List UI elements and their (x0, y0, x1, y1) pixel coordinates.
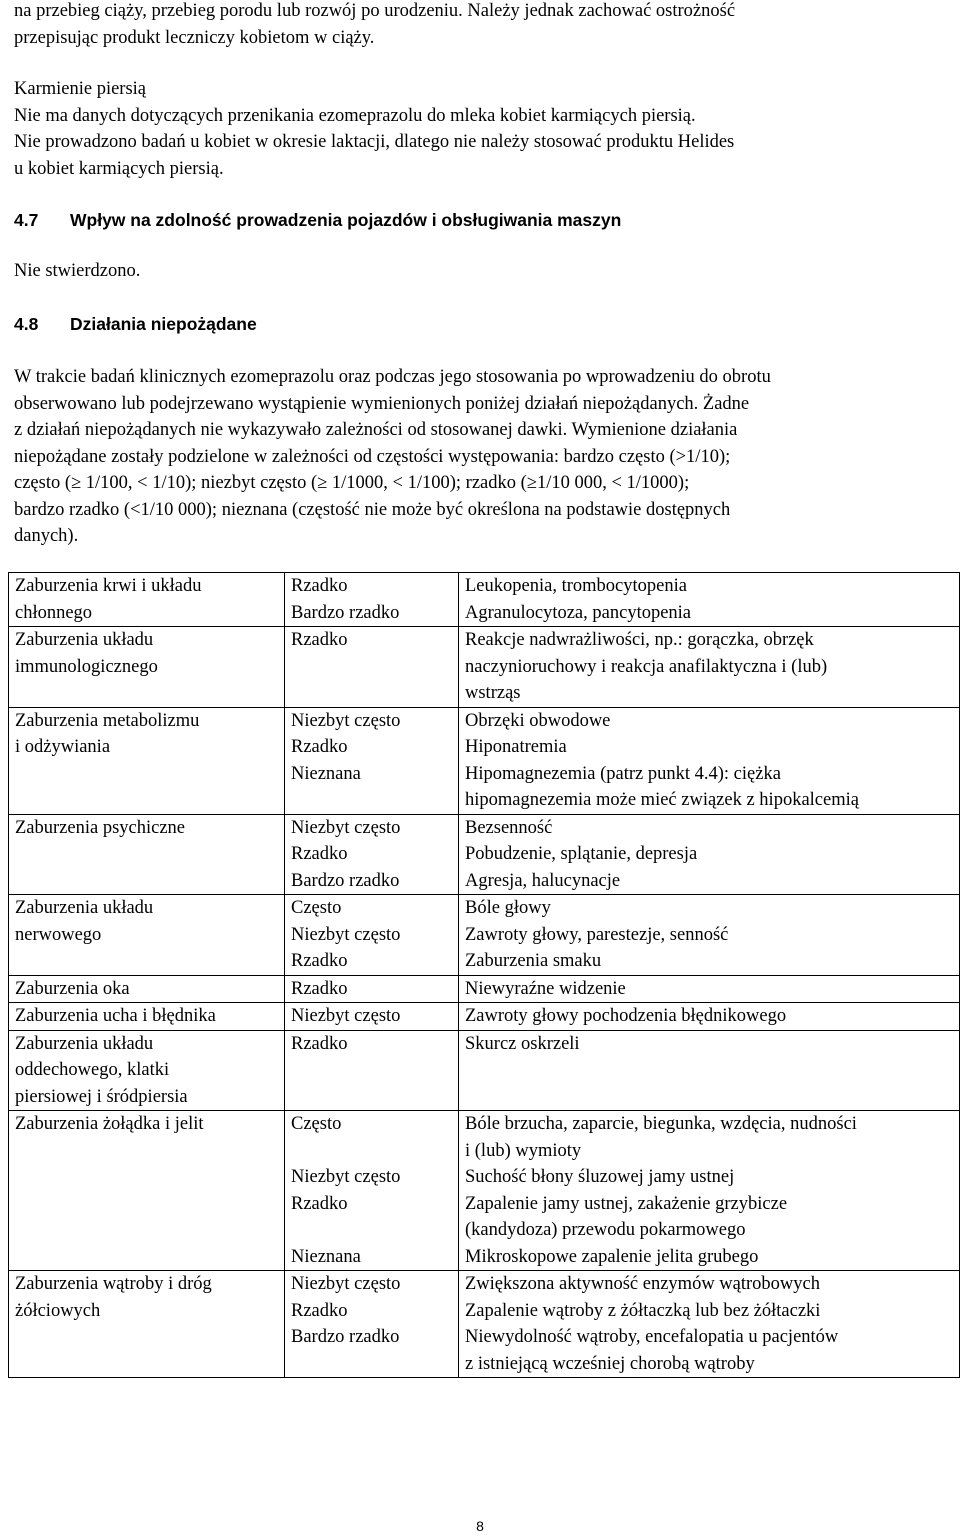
table-row (9, 627, 960, 708)
section-number: 4.8 (14, 314, 39, 334)
reaction-cell (459, 1111, 960, 1271)
reaction-label: Zaburzenia smaku (465, 951, 602, 971)
frequency-label: Rzadko (291, 1033, 348, 1054)
reaction-label: Bezsenność (465, 817, 553, 838)
table-row (9, 707, 960, 814)
reaction-label: Niewyraźne widzenie (465, 978, 626, 999)
section-title: Działania niepożądane (70, 314, 257, 334)
frequency-label: Niezbyt często (291, 924, 401, 945)
frequency-spacer (291, 787, 458, 814)
reaction-label: Hiponatremia (465, 737, 567, 757)
table-row (9, 1271, 960, 1378)
organ-class-cell-line: Zaburzenia oka (15, 978, 130, 999)
organ-class-cell-line: nerwowego (15, 924, 102, 945)
section-4-8-line: często (≥ 1/100, < 1/10); niezbyt często (≥ 1/1000, < 1/100); rzadko (≥1/10 000, < 1/1000); (14, 473, 690, 493)
organ-class-cell-line: Zaburzenia układu (15, 630, 154, 650)
organ-class-cell (9, 975, 285, 1003)
organ-class-cell-line: Zaburzenia układu (15, 898, 154, 918)
reaction-cell (459, 627, 960, 708)
organ-class-cell (9, 1271, 285, 1378)
frequency-label: Rzadko (291, 978, 348, 999)
frequency-cell (285, 1030, 459, 1111)
reaction-label: Suchość błony śluzowej jamy ustnej (465, 1167, 735, 1187)
adverse-reactions-table (8, 572, 960, 1378)
frequency-spacer (291, 654, 458, 681)
frequency-cell (285, 573, 459, 627)
section-4-7-heading (14, 207, 621, 234)
organ-class-cell-line: i odżywiania (15, 737, 111, 757)
reaction-label: Zawroty głowy, parestezje, senność (465, 924, 729, 945)
table-row (9, 1030, 960, 1111)
section-4-8-line: bardzo rzadko (<1/10 000); nieznana (częstość nie może być określona na podstawie dostępnych (14, 499, 731, 520)
reaction-label: Zapalenie jamy ustnej, zakażenie grzybicze (465, 1193, 788, 1214)
organ-class-cell-line: oddechowego, klatki (15, 1060, 170, 1080)
breastfeeding-title: Karmienie piersią (14, 79, 147, 99)
organ-class-cell-line: żółciowych (15, 1300, 101, 1321)
reaction-label: Skurcz oskrzeli (465, 1033, 580, 1054)
organ-class-cell (9, 573, 285, 627)
frequency-spacer (291, 680, 458, 707)
organ-class-cell-line: Zaburzenia wątroby i dróg (15, 1274, 212, 1294)
section-title: Wpływ na zdolność prowadzenia pojazdów i obsługiwania maszyn (70, 210, 622, 230)
section-4-8-line: W trakcie badań klinicznych ezomeprazolu oraz podczas jego stosowania po wprowadzeniu do obrotu (14, 367, 771, 387)
reaction-label: Mikroskopowe zapalenie jelita grubego (465, 1246, 759, 1267)
organ-class-cell (9, 1030, 285, 1111)
reaction-label: Zapalenie wątroby z żółtaczką lub bez żółtaczki (465, 1300, 821, 1321)
section-4-8-line: niepożądane zostały podzielone w zależności od częstości występowania: bardzo często (>1/10); (14, 446, 731, 467)
table-row (9, 814, 960, 895)
frequency-label: Często (291, 1114, 342, 1134)
reaction-label: naczynioruchowy i reakcja anafilaktyczna i (lub) (465, 656, 828, 677)
frequency-label: Niezbyt często (291, 1006, 401, 1026)
section-4-8-line: danych). (14, 526, 79, 546)
frequency-label: Rzadko (291, 1300, 348, 1321)
reaction-label: Bóle głowy (465, 898, 551, 918)
frequency-label: Bardzo rzadko (291, 1327, 400, 1347)
reaction-label: Pobudzenie, splątanie, depresja (465, 844, 698, 864)
frequency-cell (285, 707, 459, 814)
frequency-label: Niezbyt często (291, 817, 401, 838)
frequency-spacer (291, 1138, 458, 1165)
table-row (9, 975, 960, 1003)
reaction-cell (459, 1271, 960, 1378)
table-row (9, 1003, 960, 1031)
organ-class-cell (9, 1003, 285, 1031)
organ-class-cell-line: Zaburzenia ucha i błędnika (15, 1006, 216, 1026)
frequency-spacer (291, 1351, 458, 1378)
reaction-label: Niewydolność wątroby, encefalopatia u pacjentów (465, 1327, 839, 1347)
breastfeeding-line: Nie ma danych dotyczących przenikania ezomeprazolu do mleka kobiet karmiących piersią. (14, 105, 696, 126)
frequency-label: Niezbyt często (291, 1274, 401, 1294)
reaction-label: i (lub) wymioty (465, 1140, 582, 1161)
frequency-label: Rzadko (291, 951, 348, 971)
reaction-label: Leukopenia, trombocytopenia (465, 576, 687, 596)
organ-class-cell-line: Zaburzenia krwi i układu (15, 576, 202, 596)
frequency-cell (285, 1003, 459, 1031)
reaction-label: hipomagnezemia może mieć związek z hipokalcemią (465, 790, 859, 810)
organ-class-cell-line: Zaburzenia psychiczne (15, 817, 186, 838)
organ-class-cell (9, 627, 285, 708)
organ-class-cell-line: Zaburzenia układu (15, 1033, 154, 1054)
section-4-8-heading (14, 311, 257, 338)
reaction-cell (459, 1030, 960, 1111)
adverse-reactions-body (9, 573, 960, 1378)
reaction-label: z istniejącą wcześniej chorobą wątroby (465, 1353, 755, 1374)
reaction-label: Hipomagnezemia (patrz punkt 4.4): ciężka (465, 763, 781, 784)
breastfeeding-line: u kobiet karmiących piersią. (14, 158, 224, 179)
frequency-label: Rzadko (291, 1193, 348, 1214)
reaction-label: Reakcje nadwrażliwości, np.: gorączka, obrzęk (465, 630, 814, 650)
frequency-cell (285, 1271, 459, 1378)
frequency-cell (285, 1111, 459, 1271)
frequency-cell (285, 814, 459, 895)
intro-line: przepisując produkt leczniczy kobietom w ciąży. (14, 27, 375, 48)
page-number: 8 (476, 1518, 484, 1534)
reaction-cell (459, 573, 960, 627)
reaction-label: Agranulocytoza, pancytopenia (465, 602, 692, 623)
intro-line: na przebieg ciąży, przebieg porodu lub rozwój po urodzeniu. Należy jednak zachować ostrożność (14, 1, 736, 21)
intro-paragraph (14, 0, 946, 51)
reaction-cell (459, 895, 960, 976)
organ-class-cell (9, 814, 285, 895)
table-row (9, 1111, 960, 1271)
organ-class-cell (9, 707, 285, 814)
table-row (9, 573, 960, 627)
frequency-label: Bardzo rzadko (291, 870, 400, 891)
frequency-label: Często (291, 898, 342, 918)
reaction-label: Bóle brzucha, zaparcie, biegunka, wzdęcia, nudności (465, 1114, 857, 1134)
frequency-cell (285, 895, 459, 976)
reaction-cell (459, 707, 960, 814)
section-4-7-body: Nie stwierdzono. (14, 261, 141, 281)
organ-class-cell-line: Zaburzenia żołądka i jelit (15, 1114, 204, 1134)
reaction-label: (kandydoza) przewodu pokarmowego (465, 1220, 746, 1240)
frequency-cell (285, 975, 459, 1003)
reaction-cell (459, 975, 960, 1003)
frequency-label: Niezbyt często (291, 1167, 401, 1187)
frequency-label: Rzadko (291, 844, 348, 864)
frequency-label: Niezbyt często (291, 710, 401, 731)
reaction-cell (459, 814, 960, 895)
reaction-label: Zawroty głowy pochodzenia błędnikowego (465, 1006, 787, 1026)
section-4-8-paragraph (14, 364, 946, 550)
breastfeeding-section (14, 76, 946, 182)
organ-class-cell-line: chłonnego (15, 602, 93, 623)
breastfeeding-line: Nie prowadzono badań u kobiet w okresie laktacji, dlatego nie należy stosować produktu Helides (14, 132, 735, 152)
section-4-8-line: obserwowano lub podejrzewano wystąpienie wymienionych poniżej działań niepożądanych. Żadne (14, 393, 750, 414)
reaction-label: Obrzęki obwodowe (465, 710, 611, 731)
frequency-label: Nieznana (291, 1246, 361, 1267)
organ-class-cell-line: Zaburzenia metabolizmu (15, 710, 200, 731)
frequency-label: Rzadko (291, 737, 348, 757)
frequency-cell (285, 627, 459, 708)
reaction-label: wstrząs (465, 683, 521, 703)
organ-class-cell (9, 895, 285, 976)
reaction-label: Zwiększona aktywność enzymów wątrobowych (465, 1274, 820, 1294)
reaction-cell (459, 1003, 960, 1031)
section-number: 4.7 (14, 210, 39, 230)
organ-class-cell-line: immunologicznego (15, 656, 158, 677)
table-row (9, 895, 960, 976)
frequency-spacer (291, 1217, 458, 1244)
organ-class-cell (9, 1111, 285, 1271)
reaction-label: Agresja, halucynacje (465, 870, 621, 891)
frequency-label: Rzadko (291, 630, 348, 650)
section-4-8-line: z działań niepożądanych nie wykazywało zależności od stosowanej dawki. Wymienione działania (14, 420, 738, 440)
frequency-label: Nieznana (291, 763, 361, 784)
frequency-label: Bardzo rzadko (291, 602, 400, 623)
organ-class-cell-line: piersiowej i śródpiersia (15, 1086, 188, 1107)
section-4-7-text (14, 258, 946, 285)
frequency-label: Rzadko (291, 576, 348, 596)
